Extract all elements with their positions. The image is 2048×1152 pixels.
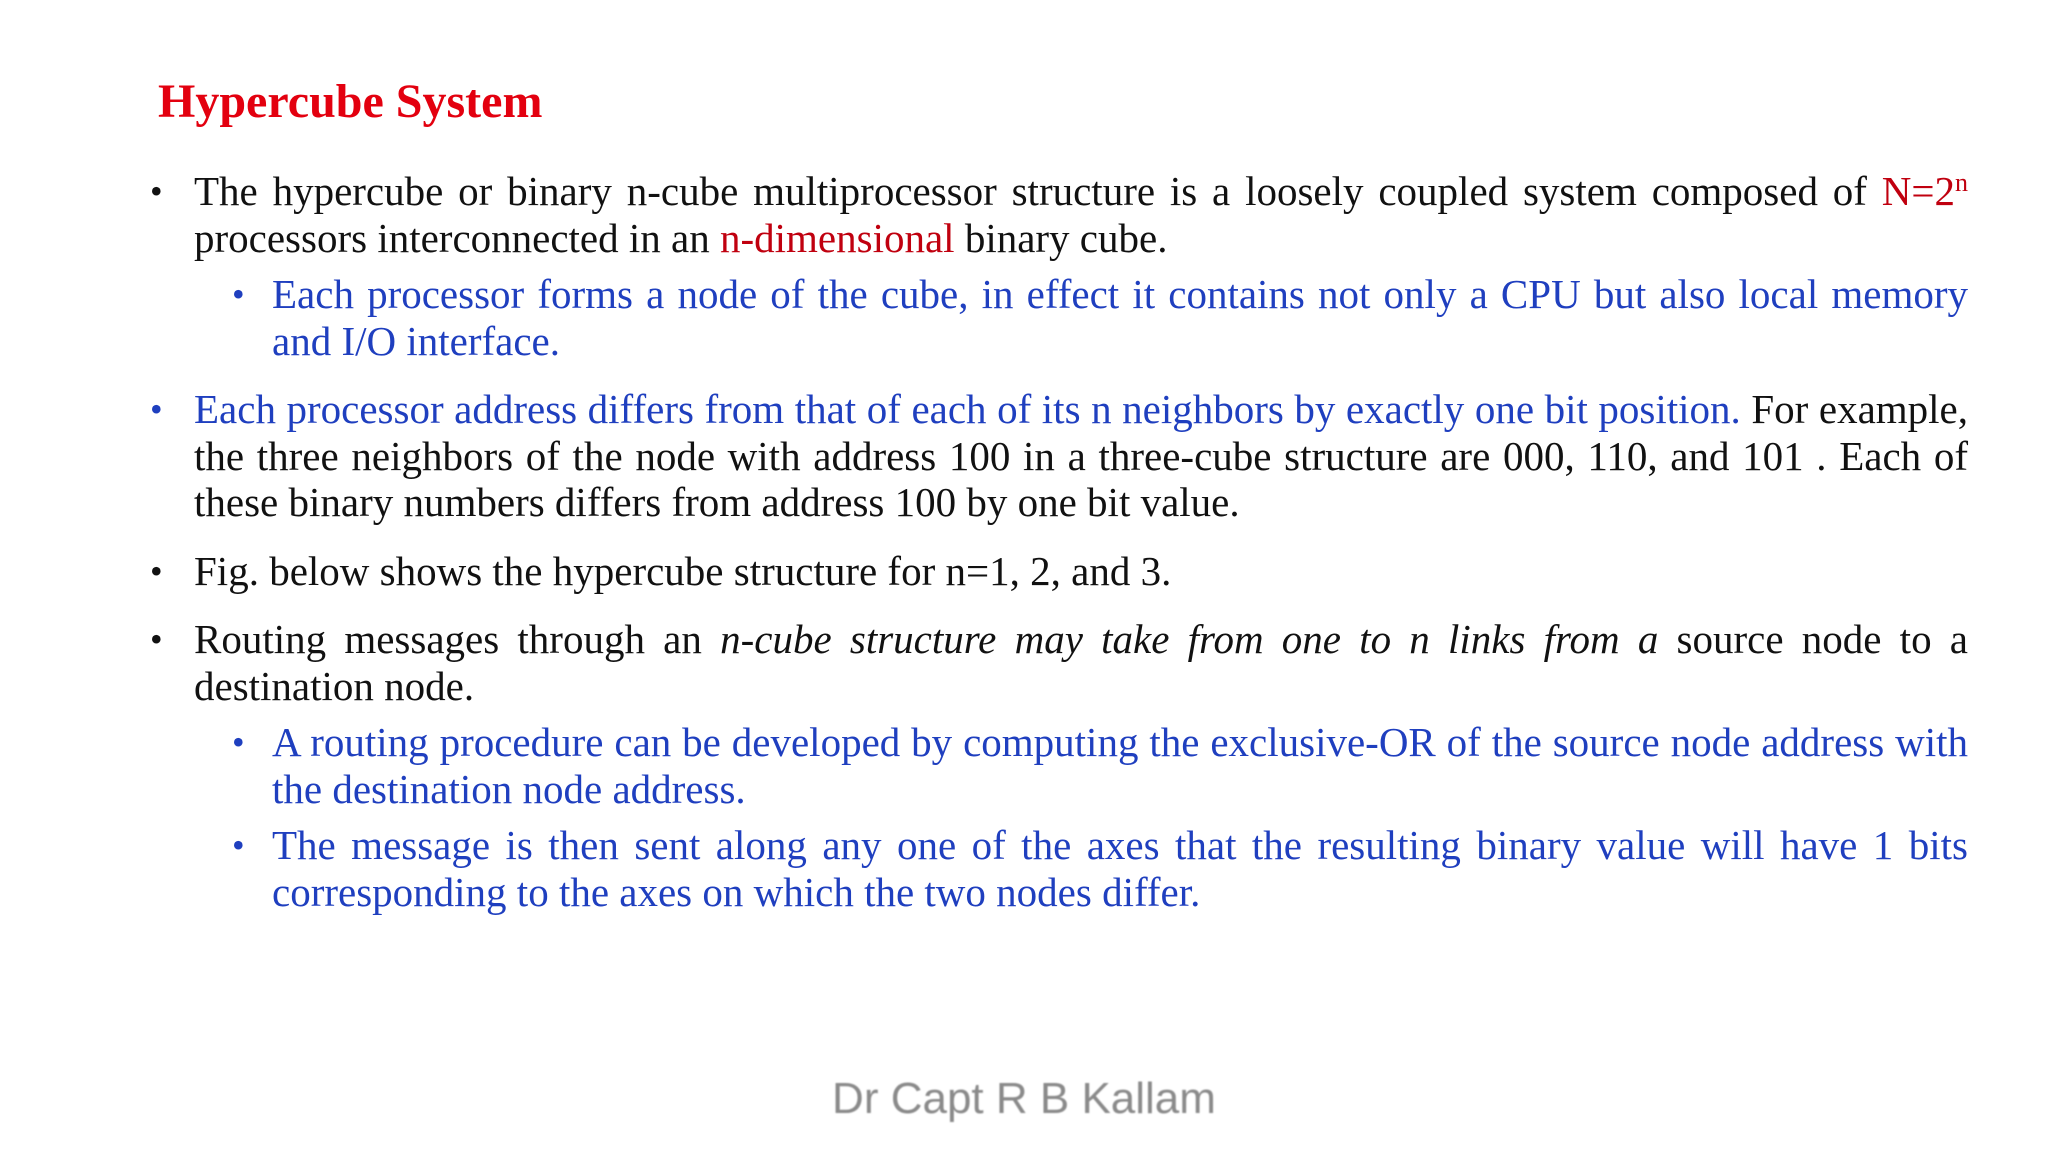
bullet-4-text-b: source node to a destination node. — [194, 616, 1968, 709]
n-dimensional-highlight: n-dimensional — [719, 214, 955, 261]
n-equals-expression: N=2 — [1881, 168, 1956, 214]
bullet-item-3 — [150, 548, 1968, 595]
sub-bullet-4-2 — [232, 822, 1968, 915]
bullet-item-1 — [150, 168, 1968, 261]
bullet-2-black-text: For example, the three neighbors of the node with address 100 in a three-cube structure are 000, 110, and 101 . Each of these binary numbers differs from address 100 by one bit value. — [194, 386, 1968, 525]
bullet-4-italic-text: n-cube structure may take from one to n links from a — [720, 616, 1659, 662]
n-exponent: n — [1955, 168, 1969, 197]
bullet-1-text-a: The hypercube or binary n-cube multiprocessor structure is a loosely coupled system composed of — [194, 168, 1867, 214]
bullet-dot: • — [150, 550, 163, 591]
sub-bullet-dot: • — [232, 274, 245, 314]
sub-bullet-dot: • — [232, 825, 245, 865]
bullet-list — [150, 168, 1968, 915]
bullet-dot: • — [150, 619, 163, 659]
sub-bullet-4-1 — [232, 719, 1968, 812]
bullet-2-blue-text: Each processor address differs from that of each of its n neighbors by exactly one bit position. — [194, 386, 1741, 432]
bullet-item-4 — [150, 616, 1968, 709]
sub-bullet-4-1-text: A routing procedure can be developed by computing the exclusive-OR of the source node address with the destination node address. — [272, 719, 1968, 812]
bullet-1-text-b: processors interconnected in an — [194, 214, 720, 261]
bullet-item-2 — [150, 386, 1968, 526]
sub-bullet-1-1 — [232, 271, 1968, 364]
sub-bullet-dot: • — [232, 722, 245, 762]
bullet-dot: • — [150, 389, 163, 429]
bullet-1-text-c: binary cube. — [954, 214, 1168, 261]
bullet-3-text: Fig. below shows the hypercube structure for n=1, 2, and 3. — [194, 547, 1172, 594]
slide-title: Hypercube System — [158, 75, 543, 128]
sub-bullet-4-2-text: The message is then sent along any one of the axes that the resulting binary value will have 1 bits corresponding to the axes on which the two nodes differ. — [272, 822, 1968, 915]
bullet-4-text-a: Routing messages through an — [194, 616, 721, 662]
bullet-dot: • — [150, 171, 163, 211]
sub-bullet-1-1-text: Each processor forms a node of the cube, in effect it contains not only a CPU but also local memory and I/O interface. — [272, 271, 1968, 364]
footer-author: Dr Capt R B Kallam — [832, 1074, 1216, 1123]
